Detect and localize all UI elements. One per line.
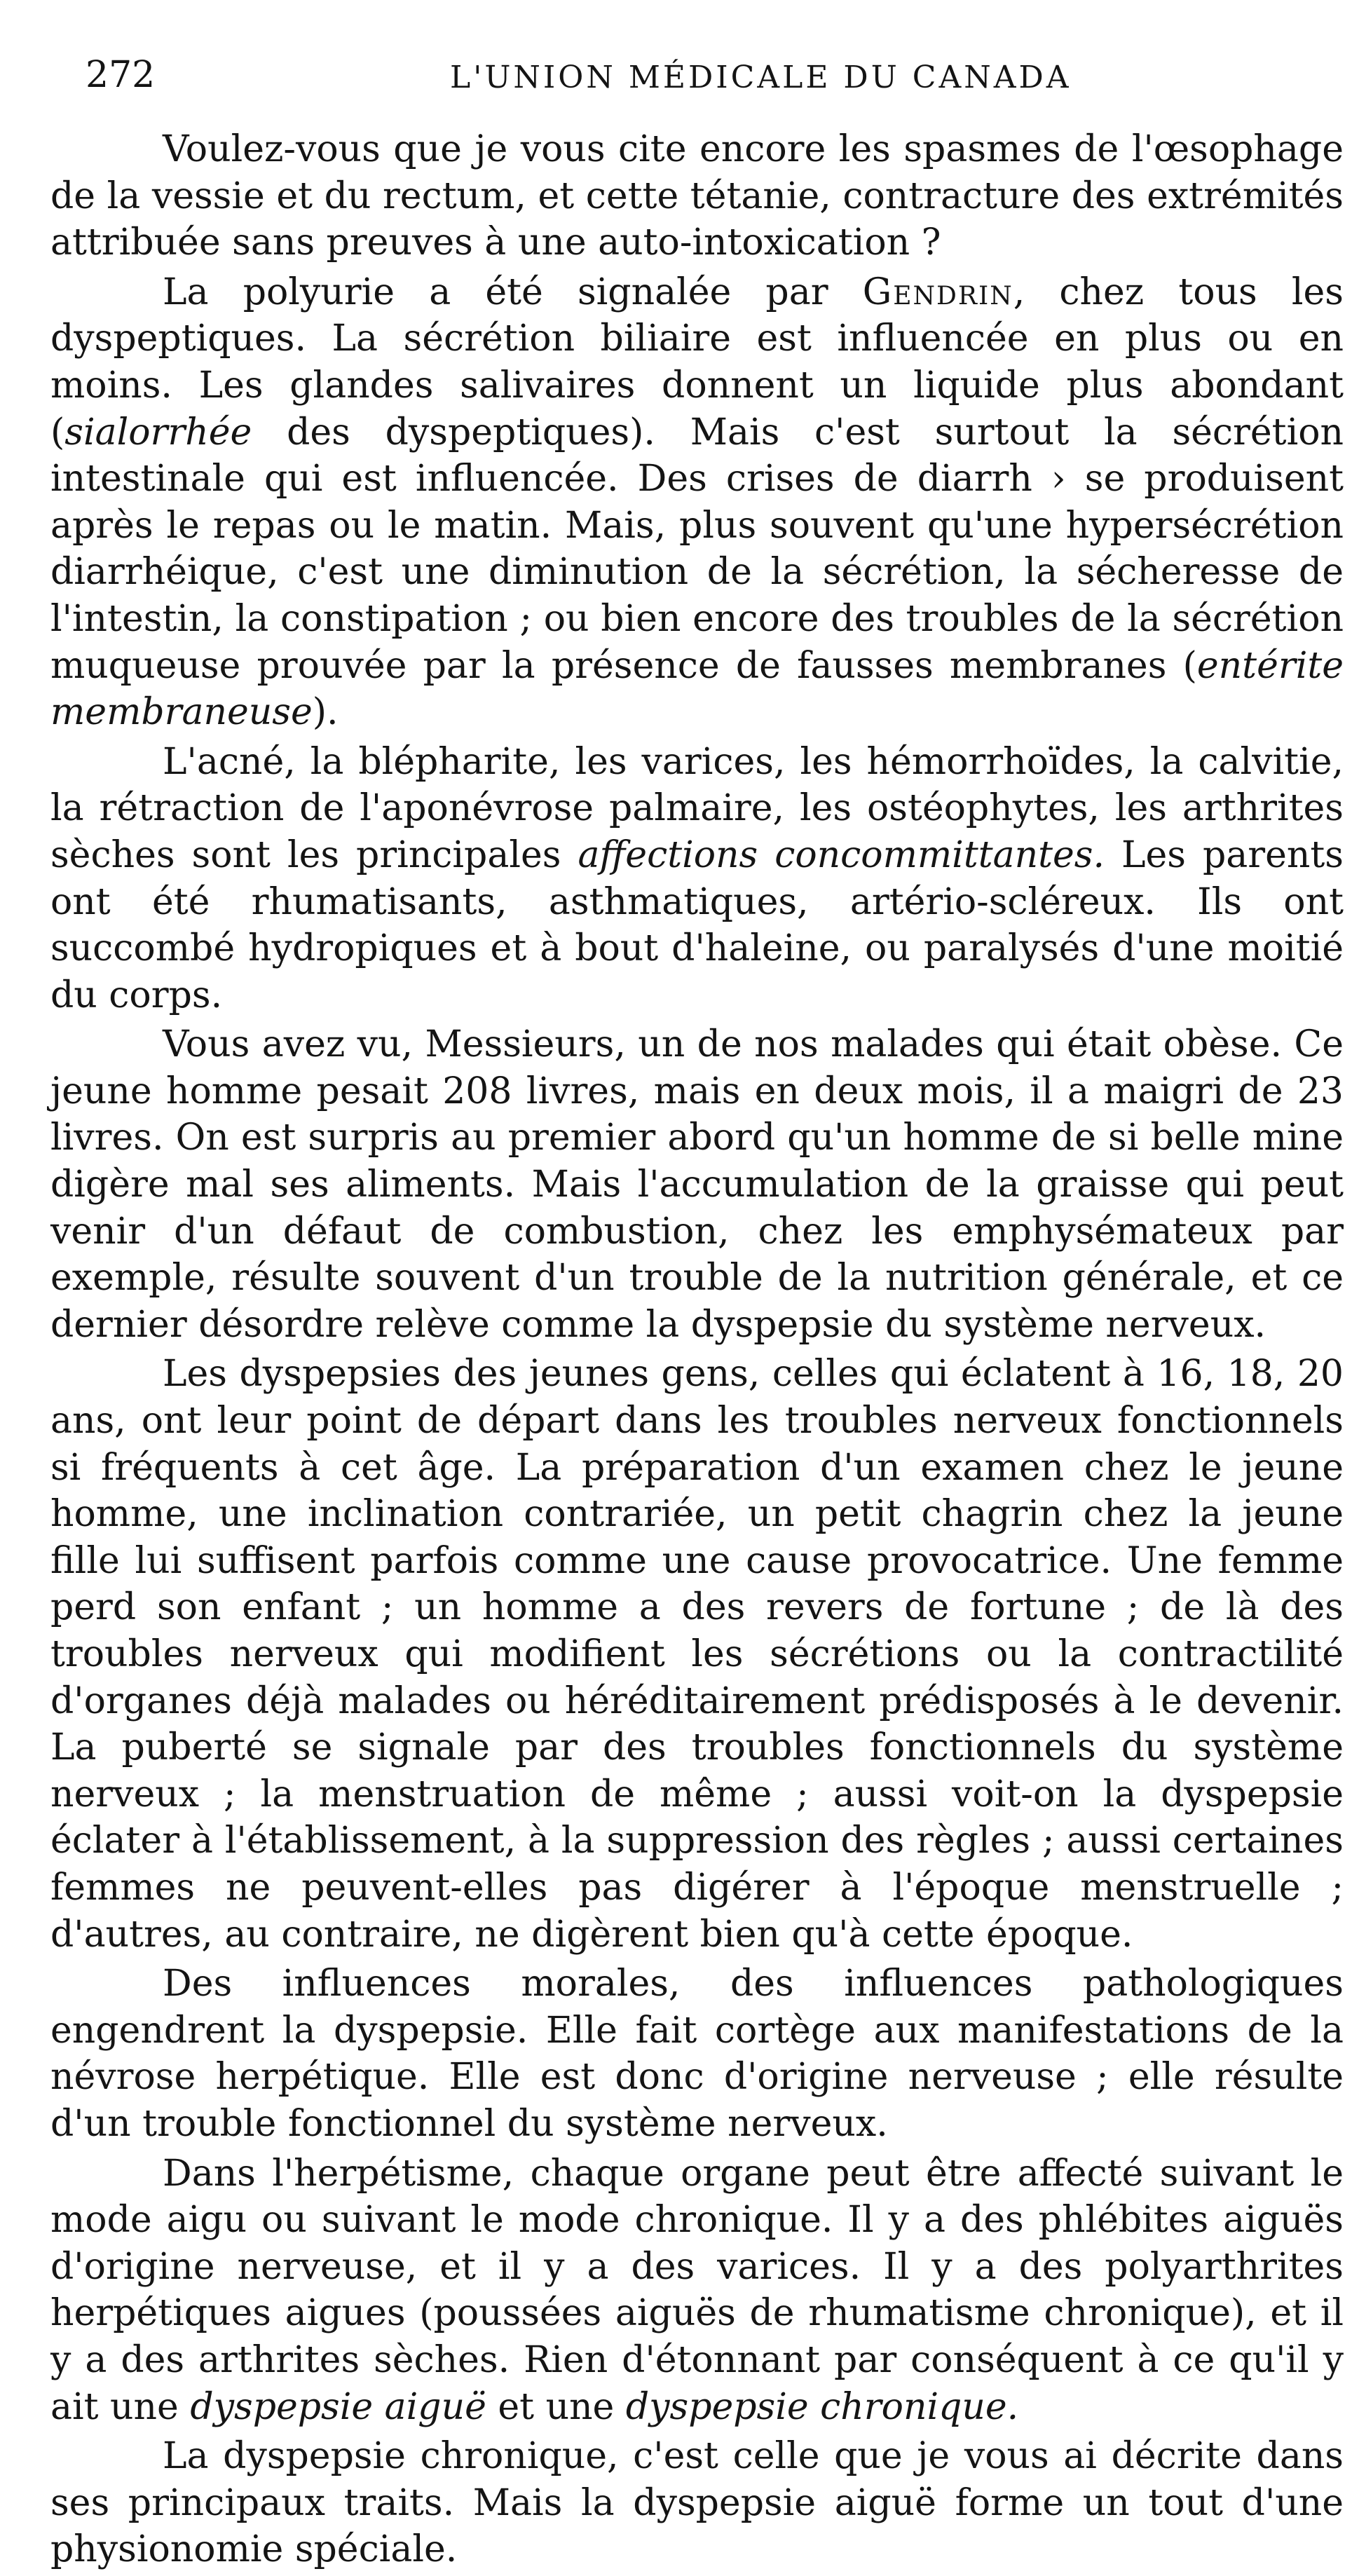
paragraph-spasmes (50, 126, 1344, 266)
paragraph-herpetisme (50, 2151, 1344, 2431)
author-name-gendrin: Gendrin (862, 271, 1013, 313)
paragraph-text: La polyurie a été signalée par (163, 271, 863, 313)
paragraph-young-dyspepsia (50, 1351, 1344, 1958)
running-head (86, 50, 1291, 100)
paragraph-text: Les parents ont été rhumatisants, asthmatiques, artério-scléreux. Ils ont succombé hydropiques et à bout d'haleine, ou paralysés d'une moitié du corps. (50, 833, 1344, 1016)
italic-term: affections concommittantes. (578, 833, 1105, 876)
paragraph-text: Les dyspepsies des jeunes gens, celles qui éclatent à 16, 18, 20 ans, ont leur point de départ dans les troubles nerveux fonctionnels si fréquents à cet âge. La préparation d'un examen chez le jeune homme, une inclination contrariée, un petit chagrin chez la jeune fille lui suffisent parfois comme une cause provocatrice. Une femme perd son enfant ; un homme a des revers de fortune ; de là des troubles nerveux qui modifient les sécrétions ou la contractilité d'organes déjà malades ou héréditairement prédisposés à le devenir. La puberté se signale par des troubles fonctionnels du système nerveux ; la menstruation de même ; aussi voit-on la dyspepsie éclater à l'établissement, à la suppression des règles ; aussi certaines femmes ne peuvent-elles pas digérer à l'époque menstruelle ; d'autres, au contraire, ne digèrent bien qu'à cette époque. (50, 1353, 1344, 1956)
page-number: 272 (86, 54, 156, 96)
paragraph-text: ). (312, 691, 339, 734)
italic-term: dyspepsie aiguë (190, 2385, 486, 2428)
paragraph-text: , chez tous les dyspeptiques. La sécrétion biliaire est influencée en plus ou en moins. Les glandes salivaires donnent un liquide plus abondant ( (50, 271, 1344, 454)
italic-term: dyspepsie chronique. (625, 2385, 1019, 2428)
paragraph-polyurie (50, 269, 1344, 736)
paragraph-influences (50, 1961, 1344, 2147)
body-text (50, 126, 1344, 2576)
paragraph-text: L'acné, la blépharite, les varices, les hémorrhoïdes, la calvitie, la rétraction de l'aponévrose palmaire, les ostéophytes, les arthrites sèches sont les principales (50, 740, 1344, 876)
paragraph-text: Dans l'herpétisme, chaque organe peut être affecté suivant le mode aigu ou suivant le mode chronique. Il y a des phlébites aiguës d'origine nerveuse, et il y a des varices. Il y a des polyarthrites herpétiques aigues (poussées aiguës de rhumatisme chronique), et il y a des arthrites sèches. Rien d'étonnant par conséquent à ce qu'il y ait une (50, 2152, 1344, 2428)
paragraph-text: Vous avez vu, Messieurs, un de nos malades qui était obèse. Ce jeune homme pesait 208 livres, mais en deux mois, il a maigri de 23 livres. On est surpris au premier abord qu'un homme de si belle mine digère mal ses aliments. Mais l'accumulation de la graisse qui peut venir d'un défaut de combustion, chez les emphysémateux par exemple, résulte souvent d'un trouble de la nutrition générale, et ce dernier désordre relève comme la dyspepsie du système nerveux. (50, 1023, 1344, 1346)
paragraph-text: Voulez-vous que je vous cite encore les spasmes de l'œsophage de la vessie et du rectum, et cette tétanie, contracture des extrémités attribuée sans preuves à une auto-intoxication ? (50, 128, 1344, 264)
italic-term: sialorrhée (64, 411, 252, 454)
paragraph-obese-patient (50, 1021, 1344, 1348)
journal-title: L'UNION MÉDICALE DU CANADA (450, 60, 1072, 95)
italic-term: entérite membraneuse (50, 644, 1344, 734)
paragraph-text: Des influences morales, des influences pathologiques engendrent la dyspepsie. Elle fait cortège aux manifestations de la névrose herpétique. Elle est donc d'origine nerveuse ; elle résulte d'un trouble fonctionnel du système nerveux. (50, 1963, 1344, 2145)
paragraph-chronic-dyspepsia (50, 2433, 1344, 2573)
paragraph-text: La dyspepsie chronique, c'est celle que je vous ai décrite dans ses principaux traits. Mais la dyspepsie aiguë forme un tout d'une physionomie spéciale. (50, 2435, 1344, 2571)
paragraph-text: des dyspeptiques). Mais c'est surtout la sécrétion intestinale qui est influencée. Des crises de diarrh › se produisent après le repas ou le matin. Mais, plus souvent qu'une hypersécrétion diarrhéique, c'est une diminution de la sécrétion, la sécheresse de l'intestin, la constipation ; ou bien encore des troubles de la sécrétion muqueuse prouvée par la présence de fausses membranes ( (50, 411, 1344, 687)
paragraph-acne (50, 739, 1344, 1019)
paragraph-text: et une (486, 2385, 626, 2428)
